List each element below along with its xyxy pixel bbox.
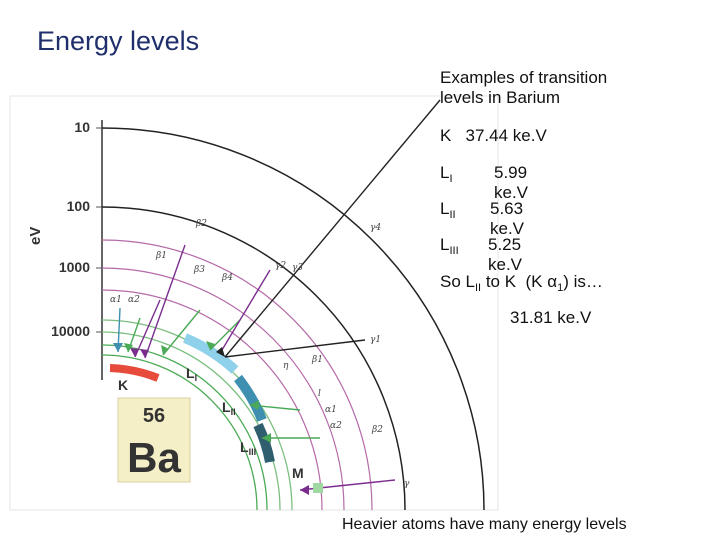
question-prefix: So L xyxy=(440,272,475,291)
l3-label: L xyxy=(440,235,450,254)
l2-level-row xyxy=(440,199,525,238)
l3-sub: III xyxy=(449,245,459,257)
shell-label-l1: $L_I$ xyxy=(186,365,198,383)
transition-arrow xyxy=(145,245,185,358)
footer-caption: Heavier atoms have many energy levels xyxy=(342,516,627,533)
shell-label-m: M xyxy=(292,465,304,481)
m-shell-marker xyxy=(313,483,323,493)
k-value: 37.44 ke.V xyxy=(465,126,547,145)
line-label: l xyxy=(318,389,321,399)
line-label: γ2 xyxy=(275,261,287,271)
element-symbol: Ba xyxy=(127,434,181,481)
line-label: β1 xyxy=(156,251,167,261)
line-label: β2 xyxy=(372,425,383,435)
question-sub: II xyxy=(474,282,482,294)
transition-arrow xyxy=(225,100,440,357)
line-label: α1 xyxy=(325,405,337,415)
l1-sub: I xyxy=(449,173,453,185)
alpha-symbol: α xyxy=(547,272,558,291)
l3-value: 5.25 ke.V xyxy=(488,235,523,274)
question-suffix: ) is… xyxy=(563,272,603,291)
line-label: γ3 xyxy=(292,263,304,273)
examples-line-2: levels in Barium xyxy=(440,88,560,107)
question-mid: to K (K xyxy=(481,272,548,291)
k-level-row xyxy=(440,126,547,146)
slide-title: Energy levels xyxy=(37,26,200,56)
l1-level-row xyxy=(440,163,529,202)
line-label: η xyxy=(283,361,289,371)
line-label: β2 xyxy=(196,219,207,229)
alpha-sub: 1 xyxy=(557,282,564,294)
element-number: 56 xyxy=(142,405,166,427)
tick-label: 1000 xyxy=(58,259,90,275)
answer-value: 31.81 ke.V xyxy=(510,308,592,327)
shell-label-k: K xyxy=(118,377,129,393)
l3-level-row xyxy=(440,235,523,274)
line-label: γ1 xyxy=(370,335,382,345)
transition-arrow xyxy=(225,340,365,357)
shell-label-l2: $L_{II}$ xyxy=(222,399,236,417)
line-label: β1 xyxy=(312,355,323,365)
tick-label: 100 xyxy=(66,198,90,214)
line-label: α1 xyxy=(110,295,122,305)
l3-shell xyxy=(258,425,270,462)
l2-sub: II xyxy=(449,209,456,221)
line-label: γ xyxy=(404,479,410,489)
axis-label: eV xyxy=(27,226,44,245)
l2-label: L xyxy=(440,199,450,218)
examples-line-1: Examples of transition xyxy=(440,68,608,87)
line-label: β3 xyxy=(194,265,205,275)
l1-label: L xyxy=(440,163,450,182)
line-label: γ4 xyxy=(370,223,382,233)
l1-value: 5.99 ke.V xyxy=(494,163,529,202)
line-label: α2 xyxy=(128,295,140,305)
question-line xyxy=(440,272,603,298)
tick-label: 10 xyxy=(74,119,90,135)
examples-heading xyxy=(440,68,607,108)
shell-label-l3: $L_{III}$ xyxy=(240,439,257,457)
k-label: K xyxy=(440,126,452,145)
tick-label: 10000 xyxy=(51,323,90,339)
line-label: β4 xyxy=(222,273,233,283)
line-label: α2 xyxy=(330,421,342,431)
l2-value: 5.63 ke.V xyxy=(490,199,525,238)
